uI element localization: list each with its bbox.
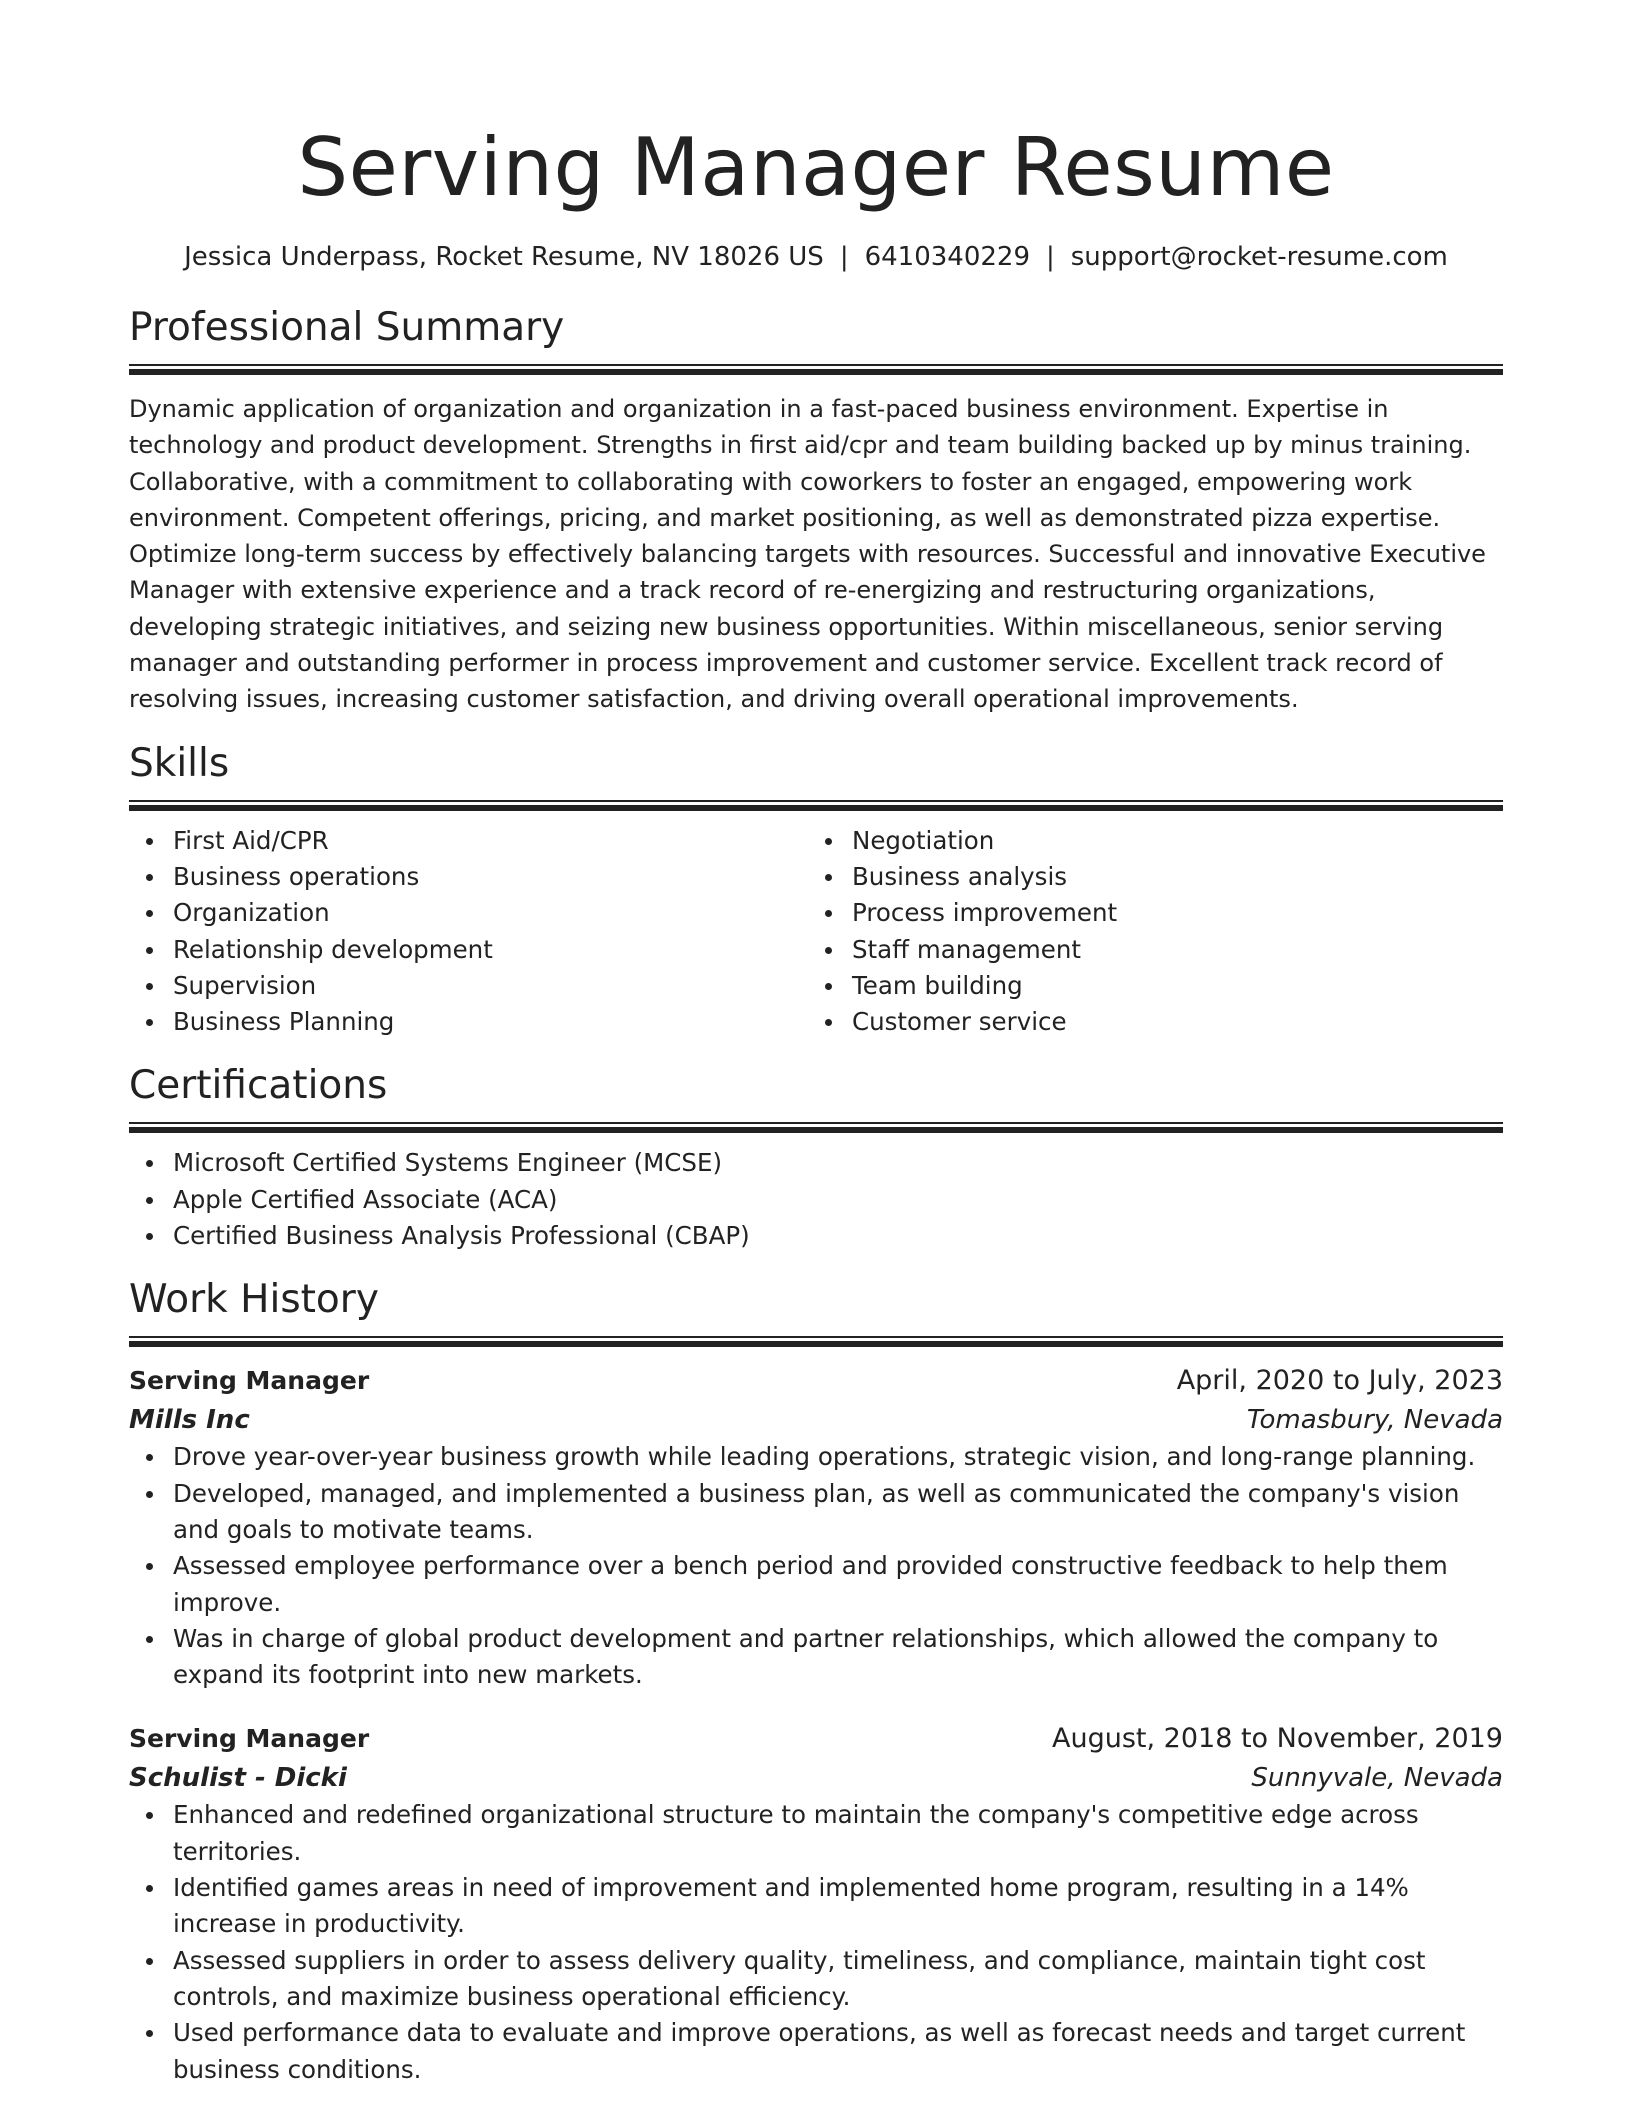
certifications-list <box>129 1145 1503 1254</box>
section-divider <box>129 1336 1503 1347</box>
section-heading-skills: Skills <box>129 740 230 786</box>
job-bullet: Assessed suppliers in order to assess delivery quality, timeliness, and compliance, maintain tight cost controls, and maximize business operational efficiency. <box>173 1943 1503 2016</box>
contact-line <box>129 240 1503 274</box>
skill-item: Business Planning <box>173 1004 808 1040</box>
certification-item: Apple Certified Associate (ACA) <box>173 1182 1503 1218</box>
job-company: Schulist - Dicki <box>129 1763 347 1794</box>
section-heading-certifications: Certifications <box>129 1063 388 1109</box>
job-company: Mills Inc <box>129 1405 250 1436</box>
job-bullet: Enhanced and redefined organizational structure to maintain the company's competitive edge across territories. <box>173 1797 1503 1870</box>
job-location: Tomasbury, Nevada <box>1246 1405 1503 1436</box>
job-header <box>129 1361 1503 1401</box>
contact-separator: | <box>839 242 849 272</box>
job-bullet: Used performance data to evaluate and improve operations, as well as forecast needs and target current business conditions. <box>173 2015 1503 2088</box>
skill-item: Process improvement <box>852 895 1487 931</box>
skills-list-right <box>808 823 1487 1041</box>
job-bullets <box>129 1439 1503 1693</box>
job-bullet: Identified games areas in need of improvement and implemented home program, resulting in a 14% increase in productivity. <box>173 1870 1503 1943</box>
skills-column-left <box>129 823 808 1041</box>
skills-list-left <box>129 823 808 1041</box>
summary-section <box>129 304 1503 718</box>
skills-grid <box>129 823 1503 1041</box>
skill-item: Negotiation <box>852 823 1487 859</box>
contact-email: support@rocket-resume.com <box>1070 242 1448 272</box>
job-dates: August, 2018 to November, 2019 <box>1052 1723 1503 1755</box>
job-entry <box>129 1719 1503 2087</box>
certifications-section <box>129 1062 1503 1254</box>
skill-item: Customer service <box>852 1004 1487 1040</box>
job-header <box>129 1719 1503 1759</box>
section-divider <box>129 364 1503 375</box>
contact-separator: | <box>1046 242 1055 272</box>
job-title: Serving Manager <box>129 1724 370 1754</box>
job-bullet: Assessed employee performance over a bench period and provided constructive feedback to help them improve. <box>173 1548 1503 1621</box>
section-divider <box>129 800 1503 811</box>
skill-item: First Aid/CPR <box>173 823 808 859</box>
contact-address: Jessica Underpass, Rocket Resume, NV 18026 US <box>184 242 824 272</box>
skill-item: Supervision <box>173 968 808 1004</box>
job-subheader <box>129 1401 1503 1439</box>
certification-item: Microsoft Certified Systems Engineer (MCSE) <box>173 1145 1503 1181</box>
job-dates: April, 2020 to July, 2023 <box>1176 1365 1503 1397</box>
section-heading-work-history: Work History <box>129 1277 379 1323</box>
job-bullet: Drove year-over-year business growth while leading operations, strategic vision, and long-range planning. <box>173 1439 1503 1475</box>
summary-text: Dynamic application of organization and organization in a fast-paced business environment. Expertise in technology and product development. Strengths in first aid/cpr and team building backed up by minus training. Collaborative, with a commitment to collaborating with coworkers to foster an engaged, empowering work environment. Competent offerings, pricing, and market positioning, as well as demonstrated pizza expertise. Optimize long-term success by effectively balancing targets with resources. Successful and innovative Executive Manager with extensive experience and a track record of re-energizing and restructuring organizations, developing strategic initiatives, and seizing new business opportunities. Within miscellaneous, senior serving manager and outstanding performer in process improvement and customer service. Excellent track record of resolving issues, increasing customer satisfaction, and driving overall operational improvements. <box>129 395 1486 714</box>
job-bullet: Was in charge of global product development and partner relationships, which allowed the company to expand its footprint into new markets. <box>173 1621 1503 1694</box>
job-entry <box>129 1361 1503 1693</box>
contact-phone: 6410340229 <box>864 242 1030 272</box>
resume-title: Serving Manager Resume <box>297 121 1335 214</box>
job-location: Sunnyvale, Nevada <box>1251 1763 1503 1794</box>
skill-item: Relationship development <box>173 932 808 968</box>
section-divider <box>129 1122 1503 1133</box>
skills-section <box>129 740 1503 1041</box>
skill-item: Team building <box>852 968 1487 1004</box>
job-subheader <box>129 1759 1503 1797</box>
certification-item: Certified Business Analysis Professional (CBAP) <box>173 1218 1503 1254</box>
skill-item: Staff management <box>852 932 1487 968</box>
skills-column-right <box>808 823 1487 1041</box>
section-heading-summary: Professional Summary <box>129 305 565 350</box>
skill-item: Organization <box>173 895 808 931</box>
skill-item: Business operations <box>173 859 808 895</box>
work-history-section <box>129 1276 1503 2087</box>
job-bullets <box>129 1797 1503 2087</box>
skill-item: Business analysis <box>852 859 1487 895</box>
job-bullet: Developed, managed, and implemented a business plan, as well as communicated the company's vision and goals to motivate teams. <box>173 1476 1503 1549</box>
job-title: Serving Manager <box>129 1366 370 1396</box>
